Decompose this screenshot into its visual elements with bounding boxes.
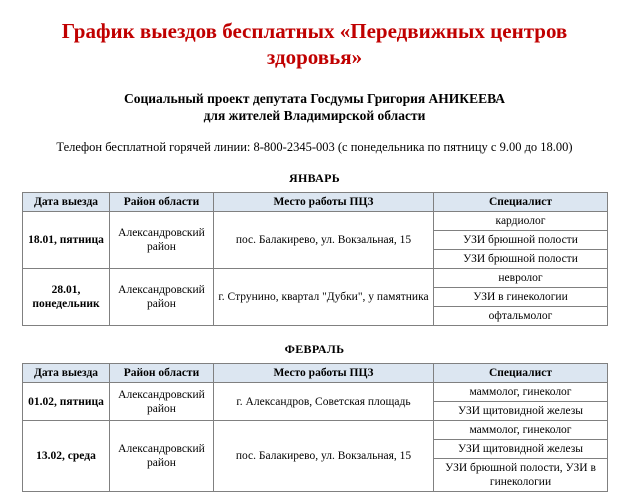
- cell-place: пос. Балакирево, ул. Вокзальная, 15: [214, 421, 434, 492]
- cell-region: Александровский район: [110, 421, 214, 492]
- column-header-date: Дата выезда: [23, 364, 110, 383]
- cell-specialist: УЗИ брюшной полости: [434, 250, 608, 269]
- subtitle-line-2: для жителей Владимирской области: [203, 108, 426, 123]
- cell-place: г. Струнино, квартал "Дубки", у памятника: [214, 269, 434, 326]
- schedule-table-january: [22, 192, 608, 326]
- subtitle-line-1: Социальный проект депутата Госдумы Григория АНИКЕЕВА: [123, 91, 506, 106]
- cell-place: г. Александров, Советская площадь: [214, 383, 434, 421]
- cell-specialist: невролог: [434, 269, 608, 288]
- month-heading-february: ФЕВРАЛЬ: [284, 342, 345, 356]
- table-header-row: [23, 364, 608, 383]
- cell-date: 18.01, пятница: [23, 212, 110, 269]
- hotline-text: Телефон бесплатной горячей линии: 8-800-2345-003 (с понедельника по пятницу с 9.00 до 18.00): [56, 140, 573, 154]
- cell-region: Александровский район: [110, 269, 214, 326]
- cell-specialist: маммолог, гинеколог: [434, 383, 608, 402]
- column-header-region: Район области: [110, 193, 214, 212]
- table-row: [23, 212, 608, 231]
- cell-date: 01.02, пятница: [23, 383, 110, 421]
- month-heading-january: ЯНВАРЬ: [289, 171, 340, 185]
- column-header-region: Район области: [110, 364, 214, 383]
- page-title: График выездов бесплатных «Передвижных центров здоровья»: [61, 19, 568, 69]
- column-header-specialist: Специалист: [434, 364, 608, 383]
- cell-specialist: кардиолог: [434, 212, 608, 231]
- cell-region: Александровский район: [110, 212, 214, 269]
- column-header-specialist: Специалист: [434, 193, 608, 212]
- cell-specialist: УЗИ щитовидной железы: [434, 402, 608, 421]
- table-row: [23, 269, 608, 288]
- cell-region: Александровский район: [110, 383, 214, 421]
- cell-specialist: УЗИ брюшной полости: [434, 231, 608, 250]
- table-row: [23, 421, 608, 440]
- schedule-table-february: [22, 363, 608, 492]
- cell-specialist: УЗИ щитовидной железы: [434, 440, 608, 459]
- column-header-date: Дата выезда: [23, 193, 110, 212]
- table-header-row: [23, 193, 608, 212]
- subtitle-block: [22, 90, 607, 124]
- column-header-place: Место работы ПЦЗ: [214, 364, 434, 383]
- cell-specialist: УЗИ брюшной полости, УЗИ в гинекологии: [434, 459, 608, 492]
- table-row: [23, 383, 608, 402]
- cell-specialist: УЗИ в гинекологии: [434, 288, 608, 307]
- cell-place: пос. Балакирево, ул. Вокзальная, 15: [214, 212, 434, 269]
- column-header-place: Место работы ПЦЗ: [214, 193, 434, 212]
- cell-specialist: офтальмолог: [434, 307, 608, 326]
- cell-specialist: маммолог, гинеколог: [434, 421, 608, 440]
- cell-date: 28.01, понедельник: [23, 269, 110, 326]
- cell-date: 13.02, среда: [23, 421, 110, 492]
